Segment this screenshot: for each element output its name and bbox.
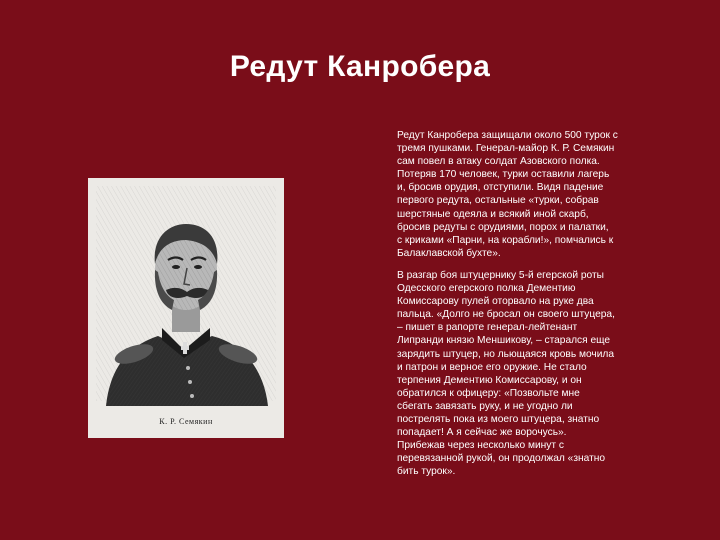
body-text xyxy=(397,129,689,487)
portrait-caption: К. Р. Семякин xyxy=(159,417,213,426)
paragraph-1: Редут Канробера защищали около 500 турок с тремя пушками. Генерал-майор К. Р. Семякин сам повел в атаку солдат Азовского полка. Потеряв 170 человек, турки оставили лагерь и, бросив орудия, отступили. Видя падение первого редута, остальные «турки, собрав шерстяные одеяла и всякий иной скарб, бросив редуты с орудиями, порох и палатки, с криками «Парни, на корабли!», помчались к Балаклавской бухте». xyxy=(397,130,618,259)
paragraph-2: В разгар боя штуцернику 5-й егерской роты Одесского егерского полка Дементию Комиссарову пулей оторвало на руке два пальца. «Долго не бросал он своего штуцера, – пишет в рапорте генерал-лейтенант Липранди князю Меншикову, – старался еще зарядить штуцер, но льющаяся кровь мочила и патрон и верное его оружие. Не стало терпения Дементию Комиссарову, и он обратился к офицеру: «Позвольте мне сбегать завязать руку, и не угодно ли пострелять пока из моего штуцера, знатно попадает! А я сейчас же ворочусь». Прибежав через несколько минут с перевязанной рукой, он продолжал «знатно бить турок». xyxy=(397,269,615,478)
portrait-engraving xyxy=(88,178,284,438)
portrait-image xyxy=(88,178,284,438)
slide-title: Редут Канробера xyxy=(229,50,491,83)
